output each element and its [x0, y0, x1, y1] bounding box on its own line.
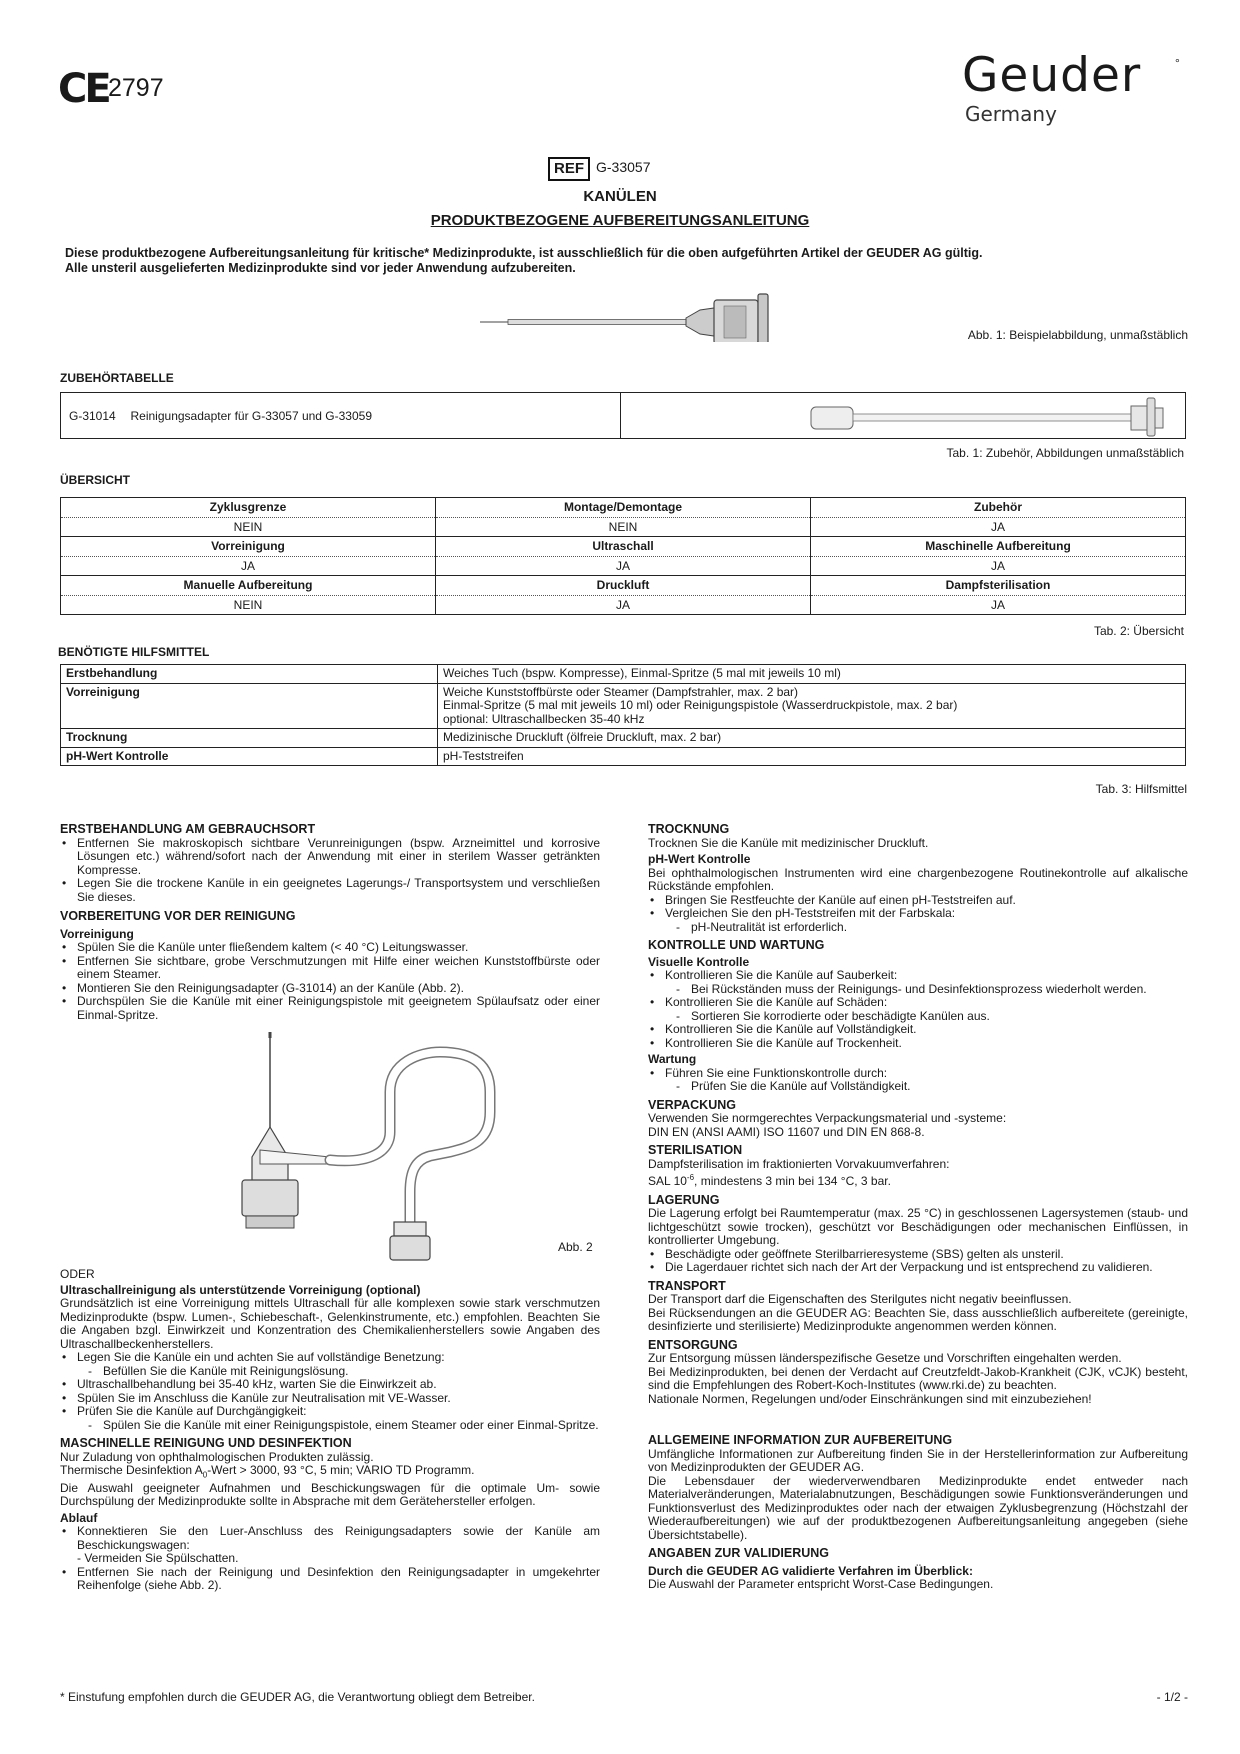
section-heading: KONTROLLE UND WARTUNG — [648, 938, 825, 952]
figure-2-caption: Abb. 2 — [558, 1240, 593, 1254]
paragraph: Grundsätzlich ist eine Vorreinigung mittels Ultraschall für alle komplexen sowie stark verschmutzen Medizinprodukte (bspw. Lumen-, Schiebeschaft-, Gelenkinstrumente, etc.) empfohlen. Beachten Sie die Angaben bzgl. Einwirkzeit und Konzentration des Chemikalienherstellers sowie Angaben des Ultraschallbeckenherstellers. — [60, 1296, 600, 1351]
section-heading: ANGABEN ZUR VALIDIERUNG — [648, 1546, 830, 1560]
text-subscript: 0 — [202, 1470, 208, 1480]
subsection-heading: Durch die GEUDER AG validierte Verfahren im Überblick: — [648, 1563, 973, 1578]
list-item: • Führen Sie eine Funktionskontrolle durch: — [648, 1067, 1188, 1081]
subsection-heading: Ablauf — [60, 1510, 98, 1525]
section-heading: TRANSPORT — [648, 1278, 726, 1293]
text-span: Thermische Desinfektion A — [60, 1463, 203, 1477]
footnote: * Einstufung empfohlen durch die GEUDER AG, die Verantwortung obliegt dem Betreiber. — [60, 1690, 535, 1704]
sub-list-item: - Befüllen Sie die Kanüle mit Reinigungslösung. — [60, 1365, 600, 1379]
left-column — [60, 818, 600, 1593]
overview-label: Vorreinigung — [61, 537, 436, 557]
paragraph: Zur Entsorgung müssen länderspezifische Gesetze und Vorschriften eingehalten werden. — [648, 1351, 1122, 1365]
geuder-logo: Geuder — [962, 48, 1142, 103]
overview-value: JA — [811, 556, 1186, 576]
overview-value: JA — [436, 556, 811, 576]
text-span: -Wert > 3000, 93 °C, 5 min; VARIO TD Programm. — [207, 1463, 475, 1477]
paragraph: Umfängliche Informationen zur Aufbereitung finden Sie in der Herstellerinformation zur Aufbereitung von Medizinprodukten der GEUDER AG. — [648, 1446, 1188, 1474]
accessories-heading: ZUBEHÖRTABELLE — [60, 371, 174, 385]
list-item: • Kontrollieren Sie die Kanüle auf Vollständigkeit. — [648, 1023, 1188, 1037]
cannula-illustration — [478, 292, 788, 342]
list-item: • Spülen Sie im Anschluss die Kanüle zur Neutralisation mit VE-Wasser. — [60, 1392, 600, 1406]
aids-key: pH-Wert Kontrolle — [61, 747, 438, 766]
document-subtitle: PRODUKTBEZOGENE AUFBEREITUNGSANLEITUNG — [430, 212, 810, 229]
table-1-caption: Tab. 1: Zubehör, Abbildungen unmaßstäblich — [946, 446, 1184, 460]
accessory-code: G-31014 — [61, 393, 131, 439]
overview-label: Maschinelle Aufbereitung — [811, 537, 1186, 557]
list-item: • Ultraschallbehandlung bei 35-40 kHz, warten Sie die Einwirkzeit ab. — [60, 1378, 600, 1392]
aids-value: Einmal-Spritze (5 mal mit jeweils 10 ml) oder Reinigungspistole (Wasserdruckpistole, max. 2 bar) — [443, 698, 958, 712]
table-2-caption: Tab. 2: Übersicht — [1093, 624, 1184, 638]
sub-list-item: - Prüfen Sie die Kanüle auf Vollständigkeit. — [648, 1080, 1188, 1094]
overview-label: Zubehör — [811, 498, 1186, 518]
paragraph: Nur Zuladung von ophthalmologischen Produkten zulässig. — [60, 1449, 374, 1464]
paragraph: Verwenden Sie normgerechtes Verpackungsmaterial und -systeme: — [648, 1111, 1007, 1125]
overview-value: JA — [811, 595, 1186, 615]
paragraph — [60, 1464, 600, 1482]
figure-2 — [60, 1022, 600, 1268]
list-item: • Kontrollieren Sie die Kanüle auf Sauberkeit: — [648, 969, 1188, 983]
cannula-with-adapter-illustration — [220, 1032, 520, 1268]
logo-country: Germany — [965, 102, 1057, 126]
text-superscript: -6 — [686, 1173, 695, 1182]
ref-symbol: REF — [548, 157, 590, 181]
paragraph: Der Transport darf die Eigenschaften des Sterilgutes nicht negativ beeinflussen. — [648, 1292, 1072, 1306]
section-heading: MASCHINELLE REINIGUNG UND DESINFEKTION — [60, 1436, 352, 1450]
paragraph: Trocknen Sie die Kanüle mit medizinischer Druckluft. — [648, 835, 929, 850]
list-item: • Legen Sie die trockene Kanüle in ein geeignetes Lagerungs-/ Transportsystem und verschließen Sie dieses. — [60, 877, 600, 904]
accessories-table — [60, 392, 1186, 439]
list-item: • Prüfen Sie die Kanüle auf Durchgängigkeit: — [60, 1405, 600, 1419]
ref-number: G-33057 — [596, 159, 651, 175]
section-heading: ALLGEMEINE INFORMATION ZUR AUFBEREITUNG — [648, 1433, 953, 1447]
overview-label: Montage/Demontage — [436, 498, 811, 518]
paragraph — [648, 1171, 1188, 1189]
list-item: • Vergleichen Sie den pH-Teststreifen mit der Farbskala: — [648, 907, 1188, 921]
list-item: • Entfernen Sie sichtbare, grobe Verschmutzungen mit Hilfe einer weichen Kunststoffbürste oder einem Steamer. — [60, 955, 600, 982]
text-span: SAL 10 — [648, 1174, 687, 1188]
list-item: • Legen Sie die Kanüle ein und achten Sie auf vollständige Benetzung: — [60, 1351, 600, 1365]
text-span: , mindestens 3 min bei 134 °C, 3 bar. — [694, 1174, 891, 1188]
list-item: • Entfernen Sie nach der Reinigung und Desinfektion den Reinigungsadapter in umgekehrter Reihenfolge (siehe Abb. 2). — [60, 1566, 600, 1593]
paragraph: Die Auswahl der Parameter entspricht Worst-Case Bedingungen. — [648, 1577, 994, 1591]
subsection-heading: pH-Wert Kontrolle — [648, 852, 751, 866]
subsection-heading: Wartung — [648, 1052, 697, 1066]
overview-value: NEIN — [436, 517, 811, 537]
paragraph: Dampfsterilisation im fraktionierten Vorvakuumverfahren: — [648, 1156, 950, 1171]
overview-heading: ÜBERSICHT — [60, 473, 131, 487]
overview-label: Manuelle Aufbereitung — [61, 576, 436, 596]
sub-list-item: - Vermeiden Sie Spülschatten. — [77, 1551, 239, 1566]
or-label: ODER — [60, 1267, 95, 1281]
aids-key: Erstbehandlung — [61, 665, 438, 684]
section-heading: VORBEREITUNG VOR DER REINIGUNG — [60, 909, 296, 923]
aids-key: Vorreinigung — [61, 683, 438, 729]
section-heading: VERPACKUNG — [648, 1097, 736, 1112]
section-heading: LAGERUNG — [648, 1192, 720, 1207]
subsection-heading: Ultraschallreinigung als unterstützende Vorreinigung (optional) — [60, 1282, 421, 1297]
list-item: • Beschädigte oder geöffnete Sterilbarrieresysteme (SBS) gelten als unsteril. — [648, 1248, 1188, 1262]
section-heading: TROCKNUNG — [648, 822, 730, 836]
paragraph: Bei Medizinprodukten, bei denen der Verdacht auf Creutzfeldt-Jakob-Krankheit (CJK, vCJK) besteht, sind die Empfehlungen des Robert-Koch-Institutes (www.rki.de) zu beachten. — [648, 1364, 1188, 1392]
logo-registered-mark: ° — [1175, 56, 1180, 70]
list-item: • Entfernen Sie makroskopisch sichtbare Verunreinigungen (bspw. Arzneimittel und korrosive Lösungen etc.) während/sofort nach der Anwendung mit einer in sterilem Wasser getränkten Kompresse. — [60, 837, 600, 878]
section-heading: ENTSORGUNG — [648, 1337, 738, 1352]
overview-label: Ultraschall — [436, 537, 811, 557]
overview-label: Druckluft — [436, 576, 811, 596]
accessory-description: Reinigungsadapter für G-33057 und G-33059 — [131, 393, 621, 439]
overview-value: NEIN — [61, 517, 436, 537]
subsection-heading: Vorreinigung — [60, 926, 134, 941]
ce-mark: CE — [58, 66, 109, 112]
sub-list-item: - Sortieren Sie korrodierte oder beschädigte Kanülen aus. — [648, 1010, 1188, 1024]
subsection-heading: Visuelle Kontrolle — [648, 954, 750, 969]
overview-value: JA — [61, 556, 436, 576]
document-title: KANÜLEN — [583, 188, 657, 205]
paragraph: Die Lebensdauer der wiederverwendbaren Medizinprodukte endet entweder nach Materialveränderungen, Materialabnutzungen, Beschädigungen sowie Funktionsveränderungen und Funktionsverlust des Medizinproduktes oder nach der etwaigen Zyklusbegrenzung (Höchstzahl der Wiederaufbereitungen) wie auf der produktbezogenen Aufbereitungsanleitung angegeben (siehe Übersichtstabelle). — [648, 1473, 1188, 1542]
section-heading: STERILISATION — [648, 1143, 743, 1157]
paragraph: Bei ophthalmologischen Instrumenten wird eine chargenbezogene Routinekontrolle auf alkalische Rückstände empfohlen. — [648, 865, 1188, 893]
table-3-caption: Tab. 3: Hilfsmittel — [1095, 782, 1187, 796]
aids-value: Weiches Tuch (bspw. Kompresse), Einmal-Spritze (5 mal mit jeweils 10 ml) — [438, 665, 1186, 684]
intro-line-2: Alle unsteril ausgelieferten Medizinprodukte sind vor jeder Anwendung aufzubereiten. — [65, 261, 576, 275]
aids-heading: BENÖTIGTE HILFSMITTEL — [58, 645, 210, 659]
aids-value: Weiche Kunststoffbürste oder Steamer (Dampfstrahler, max. 2 bar) — [443, 684, 799, 699]
overview-value: JA — [811, 517, 1186, 537]
page-number: - 1/2 - — [1156, 1690, 1188, 1704]
overview-label: Zyklusgrenze — [61, 498, 436, 518]
aids-value-cell — [438, 683, 1186, 729]
list-item: • Konnektieren Sie den Luer-Anschluss des Reinigungsadapters sowie der Kanüle am Beschickungswagen: — [60, 1525, 600, 1552]
aids-value: pH-Teststreifen — [438, 747, 1186, 766]
list-item: • Spülen Sie die Kanüle unter fließendem kaltem (< 40 °C) Leitungswasser. — [60, 941, 600, 955]
overview-value: JA — [436, 595, 811, 615]
sub-list-item: - Bei Rückständen muss der Reinigungs- und Desinfektionsprozess wiederholt werden. — [648, 983, 1188, 997]
ce-notified-body-number: 2797 — [108, 74, 164, 102]
section-heading: ERSTBEHANDLUNG AM GEBRAUCHSORT — [60, 822, 316, 836]
intro-line-1: Diese produktbezogene Aufbereitungsanleitung für kritische* Medizinprodukte, ist ausschließlich für die oben aufgeführten Artikel der GEUDER AG gültig. — [65, 246, 983, 260]
accessory-image-cell — [621, 393, 1186, 439]
right-column — [648, 818, 1188, 1592]
aids-value: Medizinische Druckluft (ölfreie Druckluft, max. 2 bar) — [438, 729, 1186, 748]
sub-list-item: - Spülen Sie die Kanüle mit einer Reinigungspistole, einem Steamer oder einer Einmal-Spritze. — [60, 1419, 600, 1433]
paragraph: Nationale Normen, Regelungen und/oder Einschränkungen sind mit einzubeziehen! — [648, 1391, 1092, 1406]
list-item: • Montieren Sie den Reinigungsadapter (G-31014) an der Kanüle (Abb. 2). — [60, 982, 600, 996]
cleaning-adapter-illustration — [621, 394, 1181, 438]
list-item: • Die Lagerdauer richtet sich nach der Art der Verpackung und ist entsprechend zu validieren. — [648, 1261, 1188, 1275]
overview-value: NEIN — [61, 595, 436, 615]
figure-1-caption: Abb. 1: Beispielabbildung, unmaßstäblich — [967, 328, 1188, 342]
aids-key: Trocknung — [61, 729, 438, 748]
overview-table — [60, 497, 1186, 615]
paragraph: Bei Rücksendungen an die GEUDER AG: Beachten Sie, dass ausschließlich aufbereitete (gereinigte, desinfizierte und sterilisierte) Medizinprodukte angenommen werden können. — [648, 1305, 1188, 1333]
paragraph: Die Auswahl geeigneter Aufnahmen und Beschickungswagen für die optimale Um- sowie Durchspülung der Medizinprodukte sollte in Absprache mit dem Gerätehersteller erfolgen. — [60, 1480, 600, 1509]
list-item: • Kontrollieren Sie die Kanüle auf Trockenheit. — [648, 1037, 1188, 1051]
list-item: • Bringen Sie Restfeuchte der Kanüle auf einen pH-Teststreifen auf. — [648, 894, 1188, 908]
overview-label: Dampfsterilisation — [811, 576, 1186, 596]
sub-list-item: - pH-Neutralität ist erforderlich. — [648, 921, 1188, 935]
list-item: • Durchspülen Sie die Kanüle mit einer Reinigungspistole mit geeignetem Spülaufsatz oder einer Einmal-Spritze. — [60, 995, 600, 1022]
paragraph: DIN EN (ANSI AAMI) ISO 11607 und DIN EN 868-8. — [648, 1124, 925, 1139]
list-item: • Kontrollieren Sie die Kanüle auf Schäden: — [648, 996, 1188, 1010]
aids-value: optional: Ultraschallbecken 35-40 kHz — [443, 711, 645, 726]
paragraph: Die Lagerung erfolgt bei Raumtemperatur (max. 25 °C) in geschlossenen Lagersystemen (staub- und lichtgeschützt sowie trocken), geschützt vor Beschädigungen oder mechanischen Einflüssen, in kontrollierter Umgebung. — [648, 1206, 1188, 1247]
aids-table — [60, 664, 1186, 766]
